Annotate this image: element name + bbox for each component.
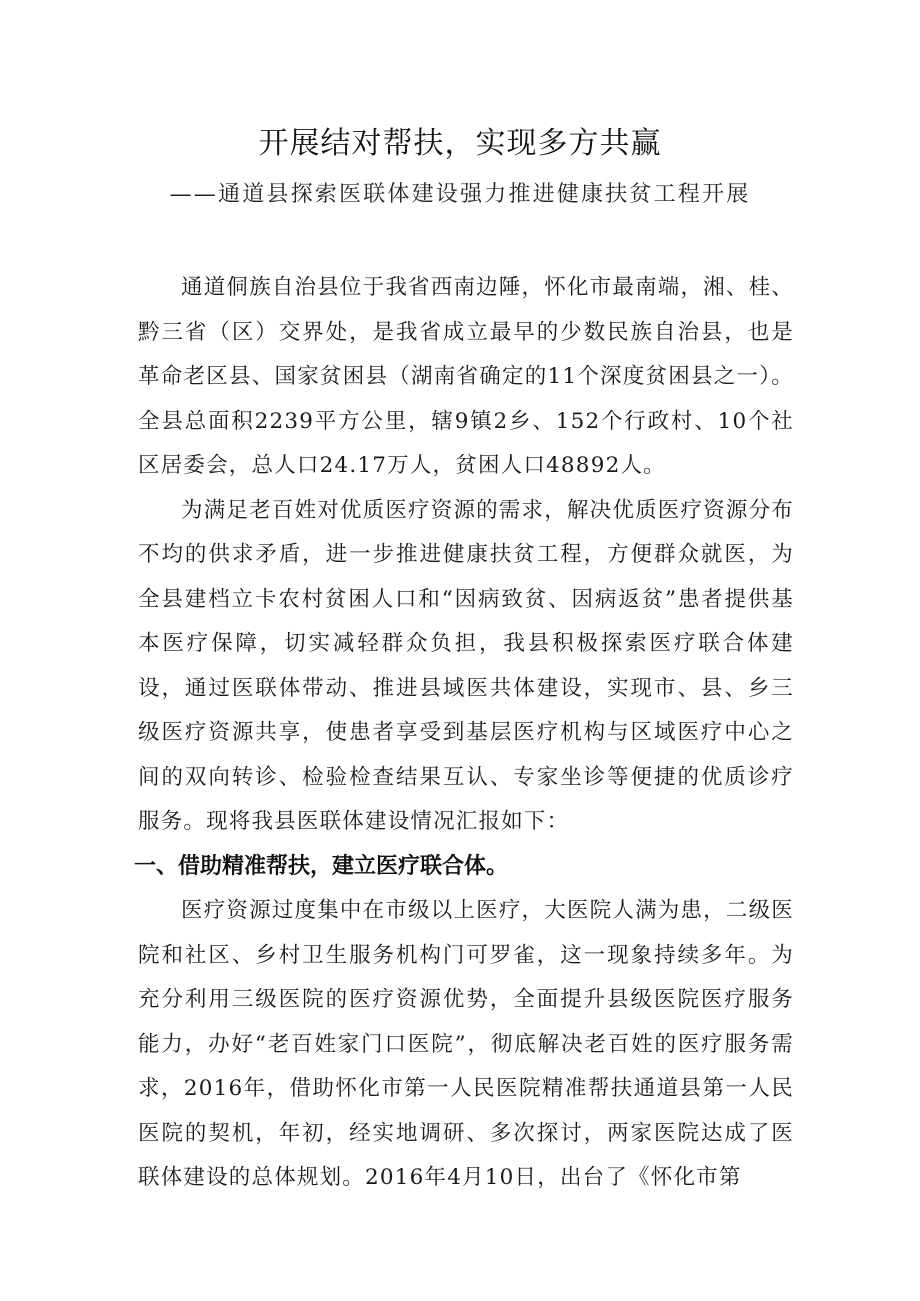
section-heading: 一、借助精准帮扶，建立医疗联合体。	[134, 853, 509, 879]
paragraph-section-one: 医疗资源过度集中在市级以上医疗，大医院人满为患，二级医院和社区、乡村卫生服务机构门可罗雀，这一现象持续多年。为充分利用三级医院的医疗资源优势，全面提升县级医院医疗服务能力，办好“老百姓家门口医院”，彻底解决老百姓的医疗服务需求，2016年，借助怀化市第一人民医院精准帮扶通道县第一人民医院的契机，年初，经实地调研、多次探讨，两家医院达成了医联体建设的总体规划。2016年4月10日，出台了《怀化市第	[138, 898, 794, 1190]
paragraph-intro: 通道侗族自治县位于我省西南边陲，怀化市最南端，湘、桂、黔三省（区）交界处，是我省成立最早的少数民族自治县，也是革命老区县、国家贫困县（湖南省确定的11个深度贫困县之一）。全县总面积2239平方公里，辖9镇2乡、152个行政村、10个社区居委会，总人口24.17万人，贫困人口48892人。	[138, 275, 794, 478]
document-title: 开展结对帮扶，实现多方共赢	[258, 126, 662, 161]
document-body	[134, 266, 794, 1201]
document-subtitle: ——通道县探索医联体建设强力推进健康扶贫工程开展	[169, 182, 751, 207]
paragraph-purpose: 为满足老百姓对优质医疗资源的需求，解决优质医疗资源分布不均的供求矛盾，进一步推进健康扶贫工程，方便群众就医，为全县建档立卡农村贫困人口和“因病致贫、因病返贫”患者提供基本医疗保障，切实减轻群众负担，我县积极探索医疗联合体建设，通过医联体带动、推进县域医共体建设，实现市、县、乡三级医疗资源共享，使患者享受到基层医疗机构与区域医疗中心之间的双向转诊、检验检查结果互认、专家坐诊等便捷的优质诊疗服务。现将我县医联体建设情况汇报如下：	[138, 497, 794, 834]
